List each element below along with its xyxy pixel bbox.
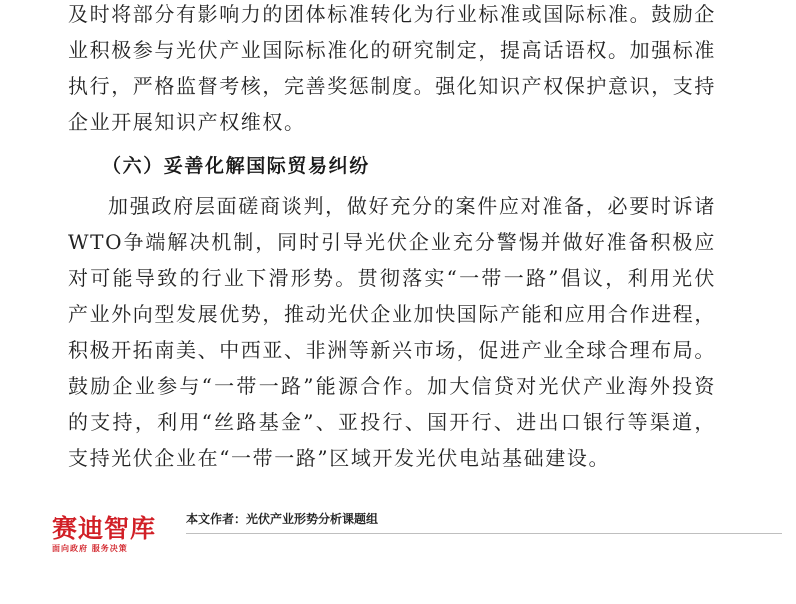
author-credit: 本文作者：光伏产业形势分析课题组 (186, 512, 379, 526)
paragraph-trade-disputes: 加强政府层面磋商谈判，做好充分的案件应对准备，必要时诉诸WTO争端解决机制，同时引导光伏企业充分警惕并做好准备积极应对可能导致的行业下滑形势。贯彻落实“一带一路”倡议，利用光伏产业外向型发展优势，推动光伏企业加快国际产能和应用合作进程，积极开拓南美、中西亚、非洲等新兴市场，促进产业全球合理布局。鼓励企业参与“一带一路”能源合作。加大信贷对光伏产业海外投资的支持，利用“丝路基金”、亚投行、国开行、进出口银行等渠道，支持光伏企业在“一带一路”区域开发光伏电站基础建设。 (68, 194, 716, 470)
logo-text: 赛迪智库 (52, 514, 157, 543)
paragraph-standards: 及时将部分有影响力的团体标准转化为行业标准或国际标准。鼓励企业积极参与光伏产业国际标准化的研究制定，提高话语权。加强标准执行，严格监督考核，完善奖惩制度。强化知识产权保护意识，支持企业开展知识产权维权。 (68, 2, 716, 134)
footer-divider (186, 533, 782, 534)
section-heading: （六）妥善化解国际贸易纠纷 (102, 155, 370, 177)
page-footer (52, 507, 782, 567)
document-body (68, 0, 716, 476)
logo-tagline: 面向政府 服务决策 (52, 544, 128, 553)
ccid-logo (52, 515, 182, 554)
